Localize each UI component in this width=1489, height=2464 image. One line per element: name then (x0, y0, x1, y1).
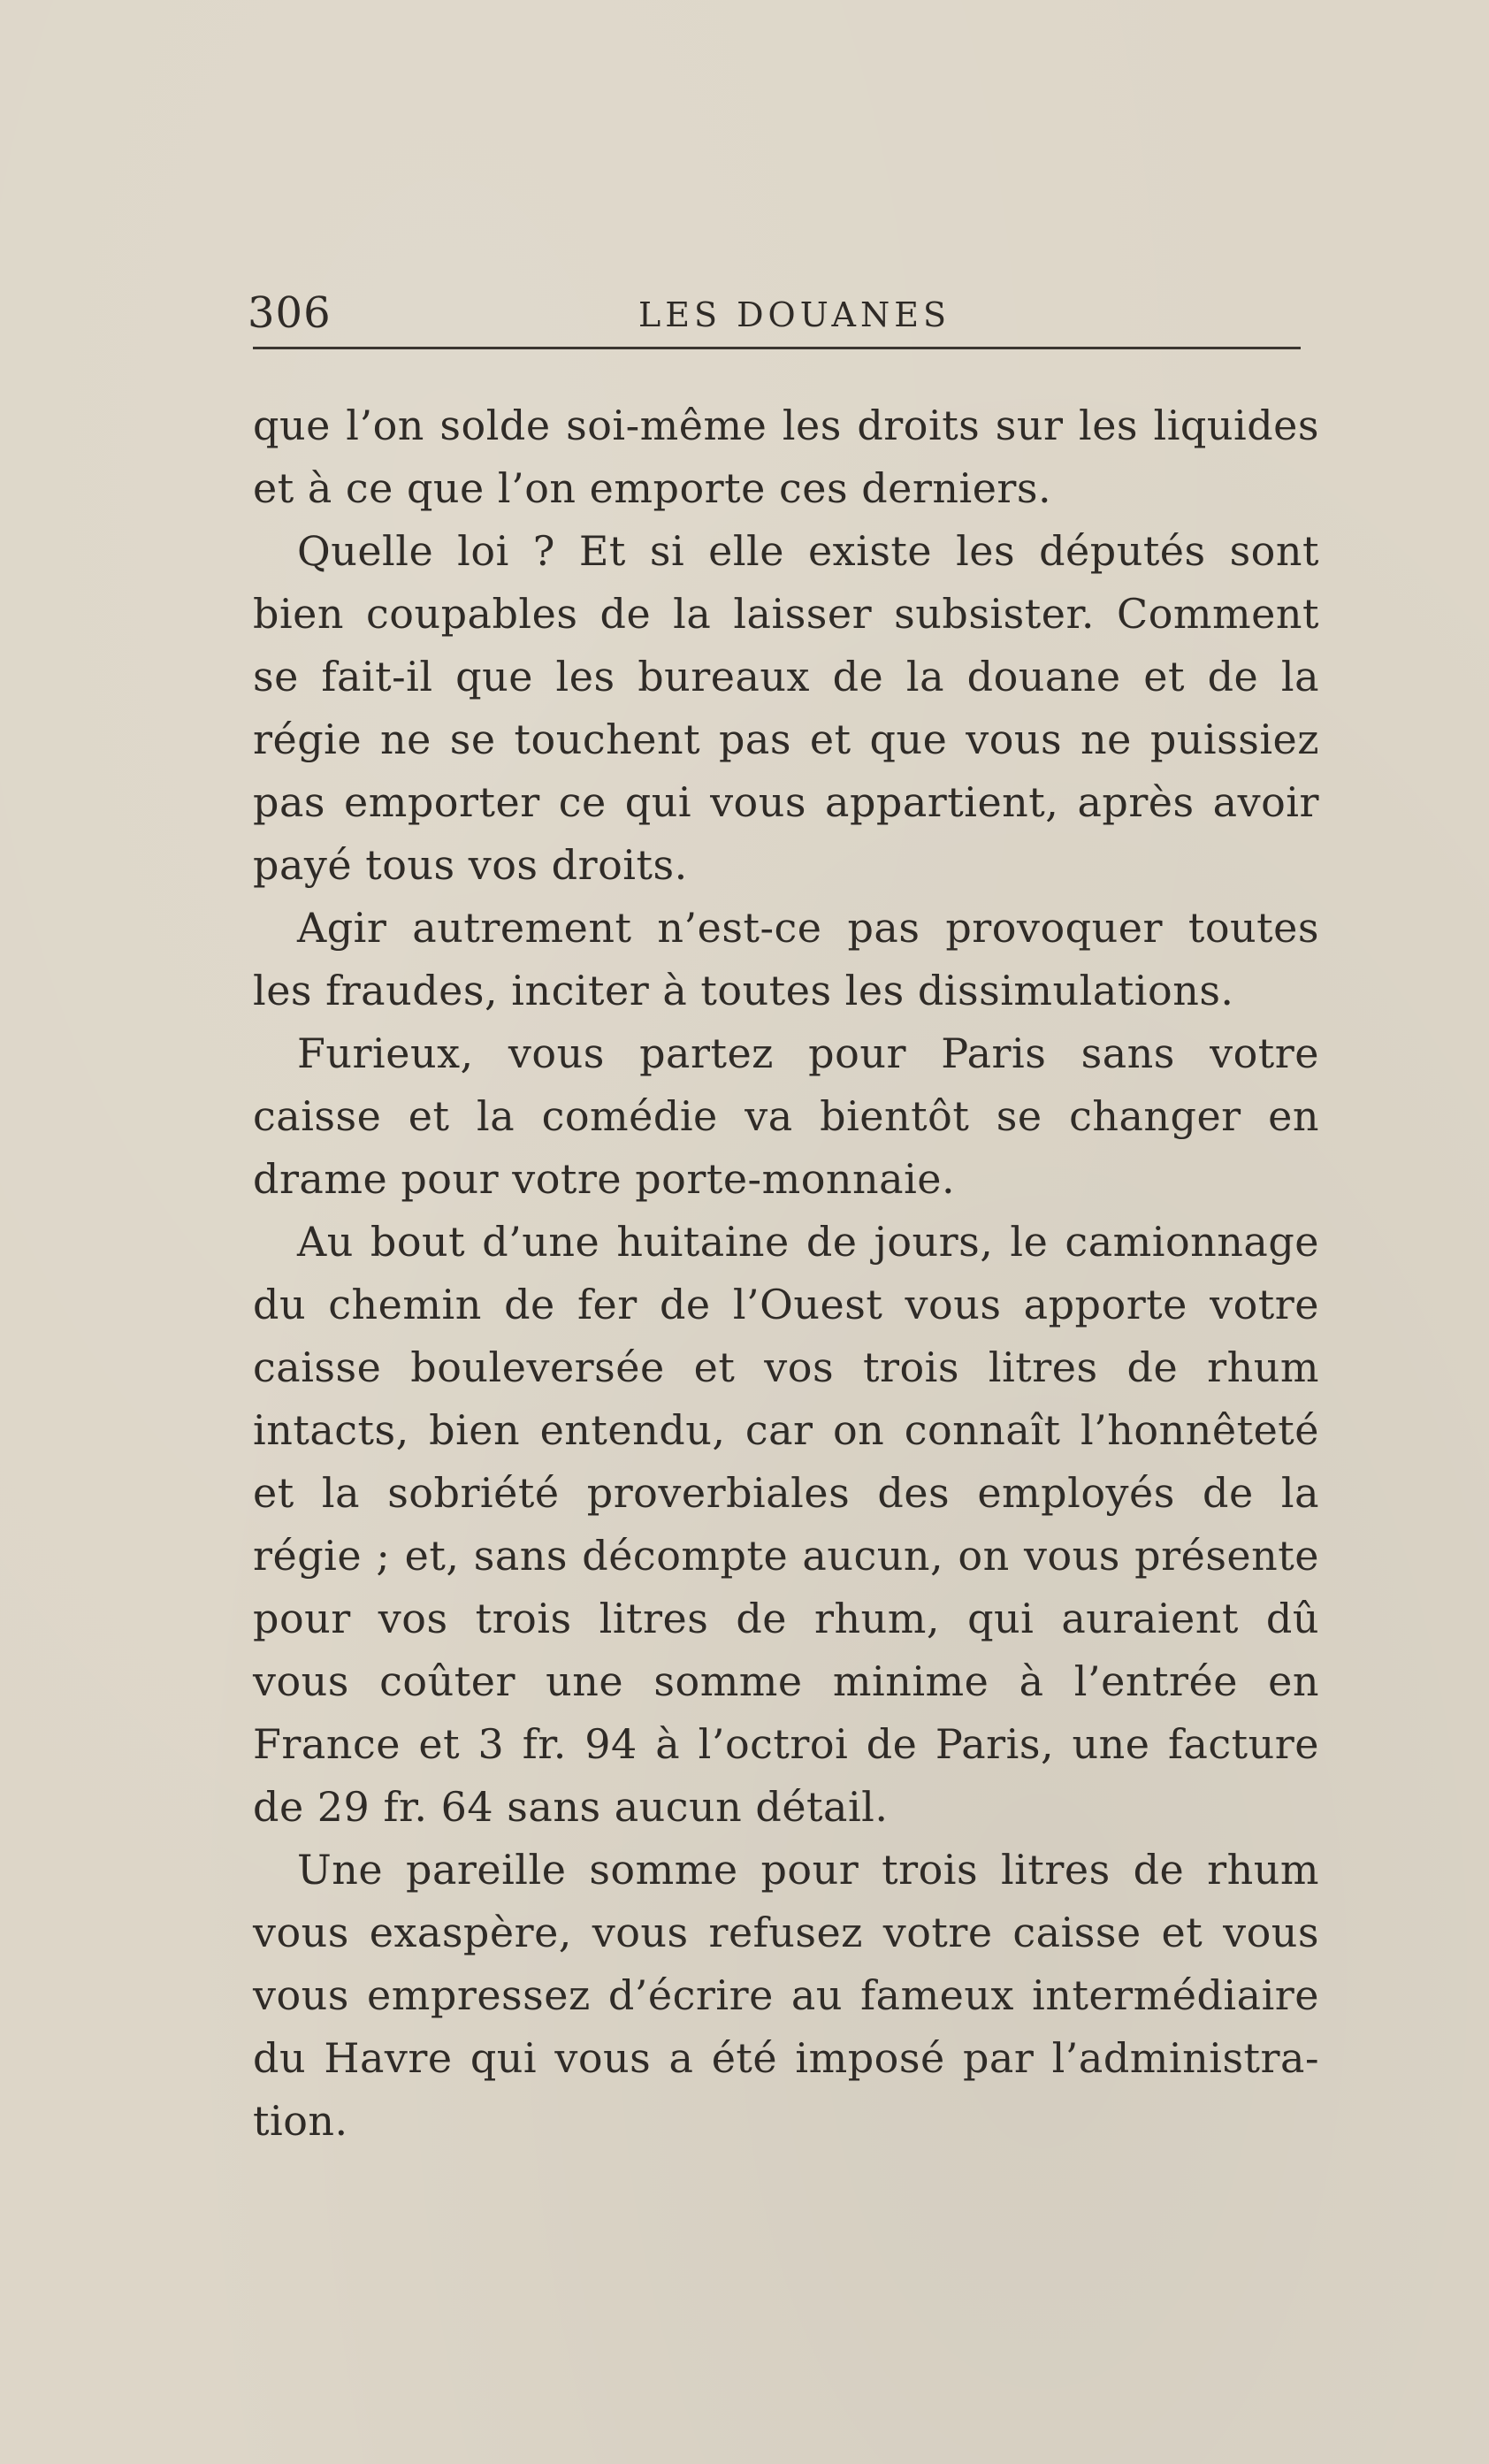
text-line: Une pareille somme pour trois litres de rhum (297, 1846, 1319, 1894)
page-header (248, 285, 1304, 347)
text-line: caisse bouleversée et vos trois litres de rhum (253, 1343, 1319, 1391)
running-head: LES DOUANES (638, 295, 951, 334)
text-line: Quelle loi ? Et si elle existe les députés sont (297, 527, 1319, 575)
text-line: régie ; et, sans décompte aucun, on vous présente (253, 1532, 1319, 1580)
text-line: pour vos trois litres de rhum, qui auraient dû (253, 1595, 1319, 1642)
text-line: Furieux, vous partez pour Paris sans votre (297, 1029, 1319, 1077)
body-text (253, 394, 1319, 2153)
text-line: bien coupables de la laisser subsister. Comment (253, 590, 1319, 638)
text-line: Agir autrement n’est-ce pas provoquer toutes (297, 904, 1319, 952)
text-line: de 29 fr. 64 sans aucun détail. (253, 1783, 889, 1831)
text-line: et la sobriété proverbiales des employés de la (253, 1469, 1319, 1517)
text-line: France et 3 fr. 94 à l’octroi de Paris, une facture (253, 1720, 1319, 1768)
text-line: du chemin de fer de l’Ouest vous apporte votre (253, 1281, 1319, 1328)
text-line: drame pour votre porte-monnaie. (253, 1155, 956, 1203)
text-line: vous exaspère, vous refusez votre caisse et vous (253, 1909, 1319, 1956)
text-line: tion. (253, 2097, 348, 2145)
text-line: payé tous vos droits. (253, 841, 688, 889)
text-line: intacts, bien entendu, car on connaît l’honnêteté (253, 1406, 1319, 1454)
text-line: Au bout d’une huitaine de jours, le camionnage (297, 1218, 1319, 1266)
text-line: pas emporter ce qui vous appartient, après avoir (253, 778, 1319, 826)
text-line: vous empressez d’écrire au fameux intermédiaire (253, 1971, 1319, 2019)
text-line: du Havre qui vous a été imposé par l’administra- (253, 2034, 1319, 2082)
text-line: et à ce que l’on emporte ces derniers. (253, 464, 1052, 512)
text-line: se fait-il que les bureaux de la douane et de la (253, 653, 1319, 700)
text-line: vous coûter une somme minime à l’entrée en (253, 1657, 1319, 1705)
text-line: que l’on solde soi-même les droits sur les liquides (253, 402, 1319, 449)
page-number: 306 (248, 288, 332, 338)
text-line: caisse et la comédie va bientôt se changer en (253, 1092, 1319, 1140)
text-line: les fraudes, inciter à toutes les dissimulations. (253, 967, 1234, 1014)
header-rule (253, 347, 1301, 349)
text-line: régie ne se touchent pas et que vous ne puissiez (253, 715, 1319, 763)
